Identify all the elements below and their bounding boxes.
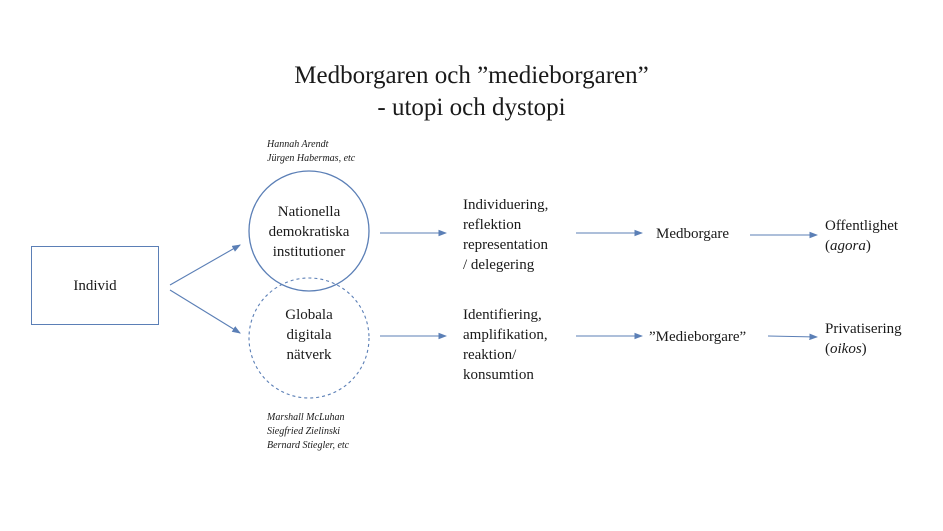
role-medborgare: Medborgare: [656, 226, 730, 242]
mid-bottom-text: [463, 305, 548, 385]
individ-box: [31, 246, 159, 325]
circle-bottom-line-3: nätverk: [286, 347, 332, 363]
mid-top-line-1: Individuering,: [463, 197, 549, 213]
mid-bottom-line-2: amplifikation,: [463, 327, 548, 343]
mid-bottom-line-4: konsumtion: [463, 367, 534, 383]
mid-bottom-line-1: Identifiering,: [463, 307, 542, 323]
mid-bottom-line-3: reaktion/: [463, 347, 517, 363]
ref-bottom-2: Siegfried Zielinski: [267, 426, 341, 437]
refs-top: [267, 138, 355, 166]
end-top-line-2: [825, 236, 898, 256]
arrow-individ-to-global: [170, 290, 240, 333]
mid-top-text: [463, 195, 548, 275]
ref-bottom-3: Bernard Stiegler, etc: [267, 440, 350, 451]
ref-top-2: Jürgen Habermas, etc: [267, 153, 356, 164]
end-bottom-line-1: Privatisering: [825, 321, 902, 337]
circle-bottom-line-2: digitala: [286, 327, 332, 343]
mid-top-line-2: reflektion: [463, 217, 522, 233]
ref-top-1: Hannah Arendt: [267, 139, 329, 150]
circle-top-label: [249, 202, 369, 262]
arrow-individ-to-national: [170, 245, 240, 285]
refs-bottom: [267, 411, 349, 453]
end-bottom-oikos: oikos: [830, 341, 862, 357]
mid-top-line-3: representation: [463, 237, 548, 253]
individ-label: Individ: [73, 278, 117, 294]
arrow-medieborgare-to-privatisering: [768, 336, 817, 337]
ref-bottom-1: Marshall McLuhan: [267, 412, 345, 423]
circle-bottom-line-1: Globala: [285, 307, 333, 323]
end-bottom-line-2: [825, 339, 902, 359]
end-offentlighet: [825, 216, 898, 256]
end-top-close-paren: ): [865, 238, 871, 254]
end-top-agora: agora: [830, 238, 866, 254]
mid-top-line-4: / delegering: [463, 257, 535, 273]
end-bottom-close-paren: ): [861, 341, 867, 357]
end-top-line-1: Offentlighet: [825, 218, 899, 234]
circle-top-line-2: demokratiska: [268, 224, 350, 240]
end-privatisering: [825, 319, 902, 359]
role-medieborgare: ”Medieborgare”: [649, 329, 747, 345]
diagram-title-line-2: - utopi och dystopi: [377, 94, 566, 121]
end-bottom-open-paren: (: [825, 341, 830, 357]
end-top-open-paren: (: [825, 238, 830, 254]
diagram-title-line-1: Medborgaren och ”medieborgaren”: [294, 62, 649, 89]
circle-bottom-label: [249, 305, 369, 365]
circle-top-line-1: Nationella: [277, 204, 341, 220]
circle-top-line-3: institutioner: [272, 244, 346, 260]
